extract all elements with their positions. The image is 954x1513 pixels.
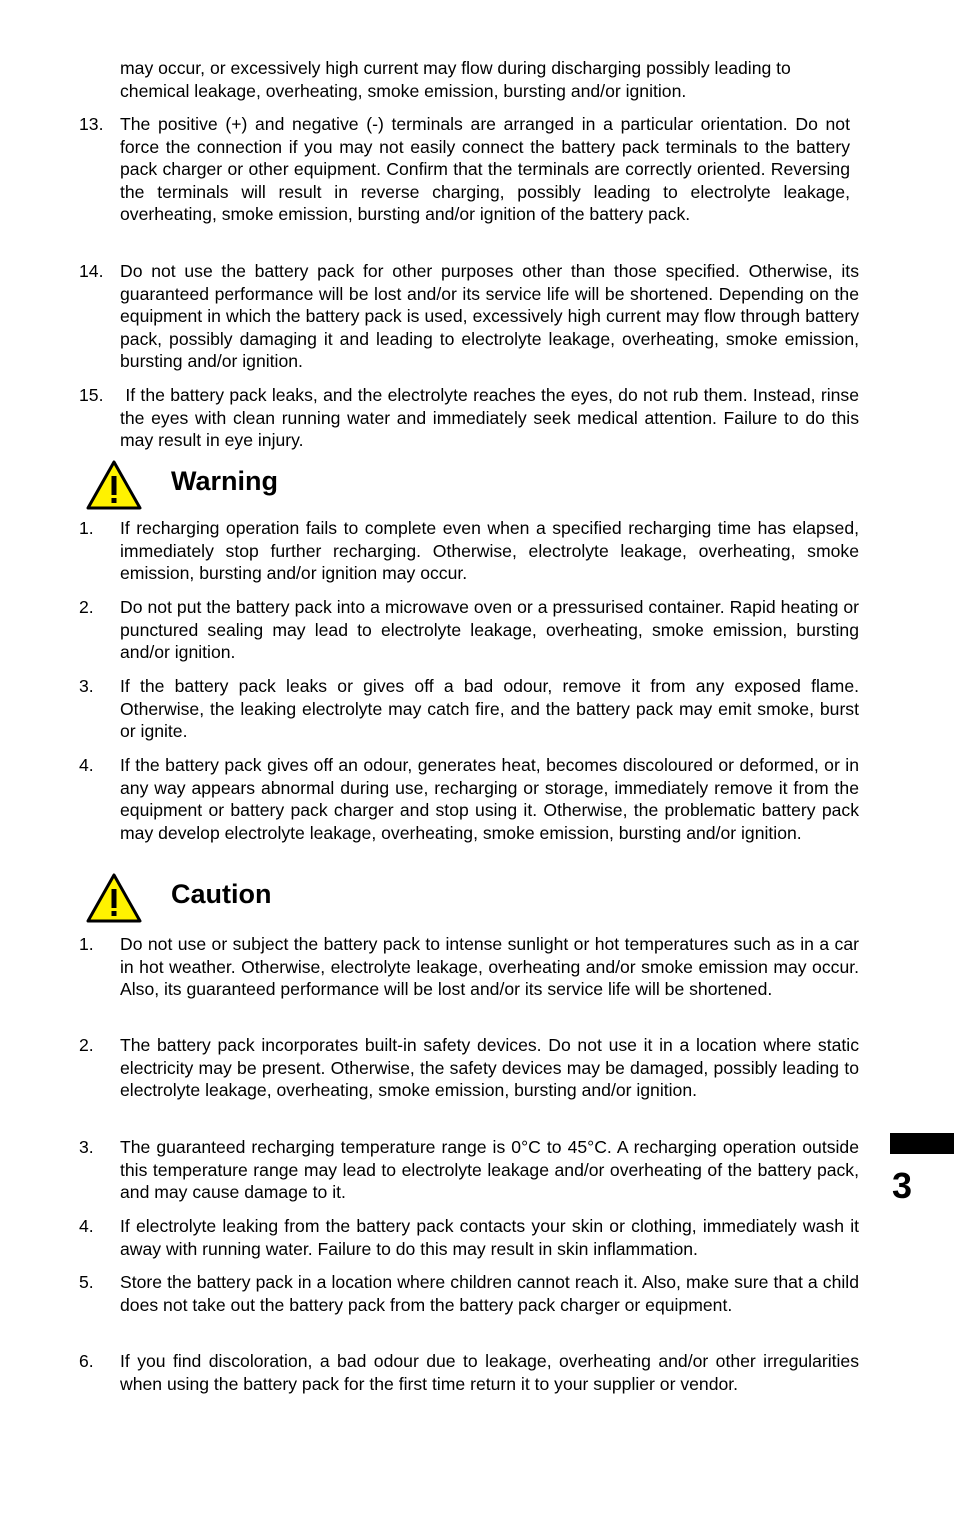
item-text: Store the battery pack in a location where children cannot reach it. Also, make sure that a child does not take out the battery pack from the battery pack charger or equipment. <box>120 1272 859 1315</box>
item-text: The battery pack incorporates built-in safety devices. Do not use it in a location where static electricity may be present. Otherwise, the safety devices may be damaged, possibly leading to electrolyte leakage, overheating, smoke emission, bursting and/or ignition. <box>120 1035 859 1101</box>
warning-item-3 <box>79 675 859 743</box>
item-number: 15. <box>79 385 104 405</box>
item-text: If the battery pack leaks, and the electrolyte reaches the eyes, do not rub them. Instead, rinse the eyes with clean running water and immediately seek medical attention. Failure to do this may result in eye injury. <box>120 385 864 451</box>
item-number: 1. <box>79 518 94 538</box>
item-number: 13. <box>79 114 104 134</box>
item-number: 4. <box>79 755 94 775</box>
item-number: 4. <box>79 1216 94 1236</box>
item-text: The guaranteed recharging temperature range is 0°C to 45°C. A recharging operation outside this temperature range may lead to electrolyte leakage and/or overheating of the battery pack, and may cause damage to it. <box>120 1137 859 1203</box>
warning-item-1 <box>79 517 859 585</box>
item-number: 5. <box>79 1272 94 1292</box>
item-text: If recharging operation fails to complete even when a specified recharging time has elapsed, immediately stop further recharging. Otherwise, electrolyte leakage, overheating, smoke emission, bursting and/or ignition may occur. <box>120 518 859 584</box>
item-number: 14. <box>79 261 104 281</box>
caution-title: Caution <box>171 879 272 909</box>
item-text: If the battery pack gives off an odour, generates heat, becomes discoloured or deformed, or in any way appears abnormal during use, recharging or storage, immediately remove it from the equipment or battery pack charger and stop using it. Otherwise, the problematic battery pack may develop electrolyte leakage, overheating, smoke emission, bursting and/or ignition. <box>120 755 859 843</box>
continuation-text: may occur, or excessively high current may flow during discharging possibly leading to chemical leakage, overheating, smoke emission, bursting and/or ignition. <box>120 58 791 101</box>
chapter-tab-bar <box>890 1133 954 1154</box>
warning-triangle-icon <box>86 460 142 510</box>
item-text: Do not use the battery pack for other purposes other than those specified. Otherwise, its guaranteed performance will be lost and/or its service life will be shortened. Depending on the equipment in which the battery pack is used, excessively high current may flow through battery pack, possibly damaging it and leading to electrolyte leakage, overheating, smoke emission, bursting and/or ignition. <box>120 261 859 372</box>
chapter-number: 3 <box>892 1165 913 1206</box>
item-number: 1. <box>79 934 94 954</box>
caution-item-5 <box>79 1271 859 1316</box>
caution-item-3 <box>79 1136 859 1204</box>
item-number: 3. <box>79 1137 94 1157</box>
warning-title: Warning <box>171 466 278 496</box>
warning-item-2 <box>79 596 859 664</box>
caution-item-1 <box>79 933 859 1001</box>
caution-item-4 <box>79 1215 859 1260</box>
item-number: 2. <box>79 597 94 617</box>
item-number: 6. <box>79 1351 94 1371</box>
caution-item-2 <box>79 1034 859 1102</box>
item-text: If you find discoloration, a bad odour due to leakage, overheating and/or other irregularities when using the battery pack for the first time return it to your supplier or vendor. <box>120 1351 859 1394</box>
list-item-13 <box>79 113 859 226</box>
continuation-paragraph <box>79 57 859 102</box>
item-text: Do not use or subject the battery pack to intense sunlight or hot temperatures such as in a car in hot weather. Otherwise, electrolyte leakage, overheating and/or smoke emission may occur. Also, its guaranteed performance will be lost and/or its service life will be shortened. <box>120 934 859 1000</box>
list-item-14 <box>79 260 859 373</box>
warning-item-4 <box>79 754 859 844</box>
item-text: If electrolyte leaking from the battery pack contacts your skin or clothing, immediately wash it away with running water. Failure to do this may result in skin inflammation. <box>120 1216 859 1259</box>
item-number: 3. <box>79 676 94 696</box>
item-text: The positive (+) and negative (-) terminals are arranged in a particular orientation. Do not force the connection if you may not easily connect the battery pack terminals to the battery pack charger or other equipment. Confirm that the terminals are correctly oriented. Reversing the terminals will result in reverse charging, possibly leading to electrolyte leakage, overheating, smoke emission, bursting and/or ignition of the battery pack. <box>120 114 850 225</box>
item-text: If the battery pack leaks or gives off a bad odour, remove it from any exposed flame. Otherwise, the leaking electrolyte may catch fire, and the battery pack may emit smoke, burst or ignite. <box>120 676 859 742</box>
list-item-15 <box>79 384 864 452</box>
item-number: 2. <box>79 1035 94 1055</box>
caution-triangle-icon <box>86 873 142 923</box>
caution-item-6 <box>79 1350 859 1395</box>
item-text: Do not put the battery pack into a microwave oven or a pressurised container. Rapid heating or punctured sealing may lead to electrolyte leakage, overheating, smoke emission, bursting and/or ignition. <box>120 597 859 663</box>
